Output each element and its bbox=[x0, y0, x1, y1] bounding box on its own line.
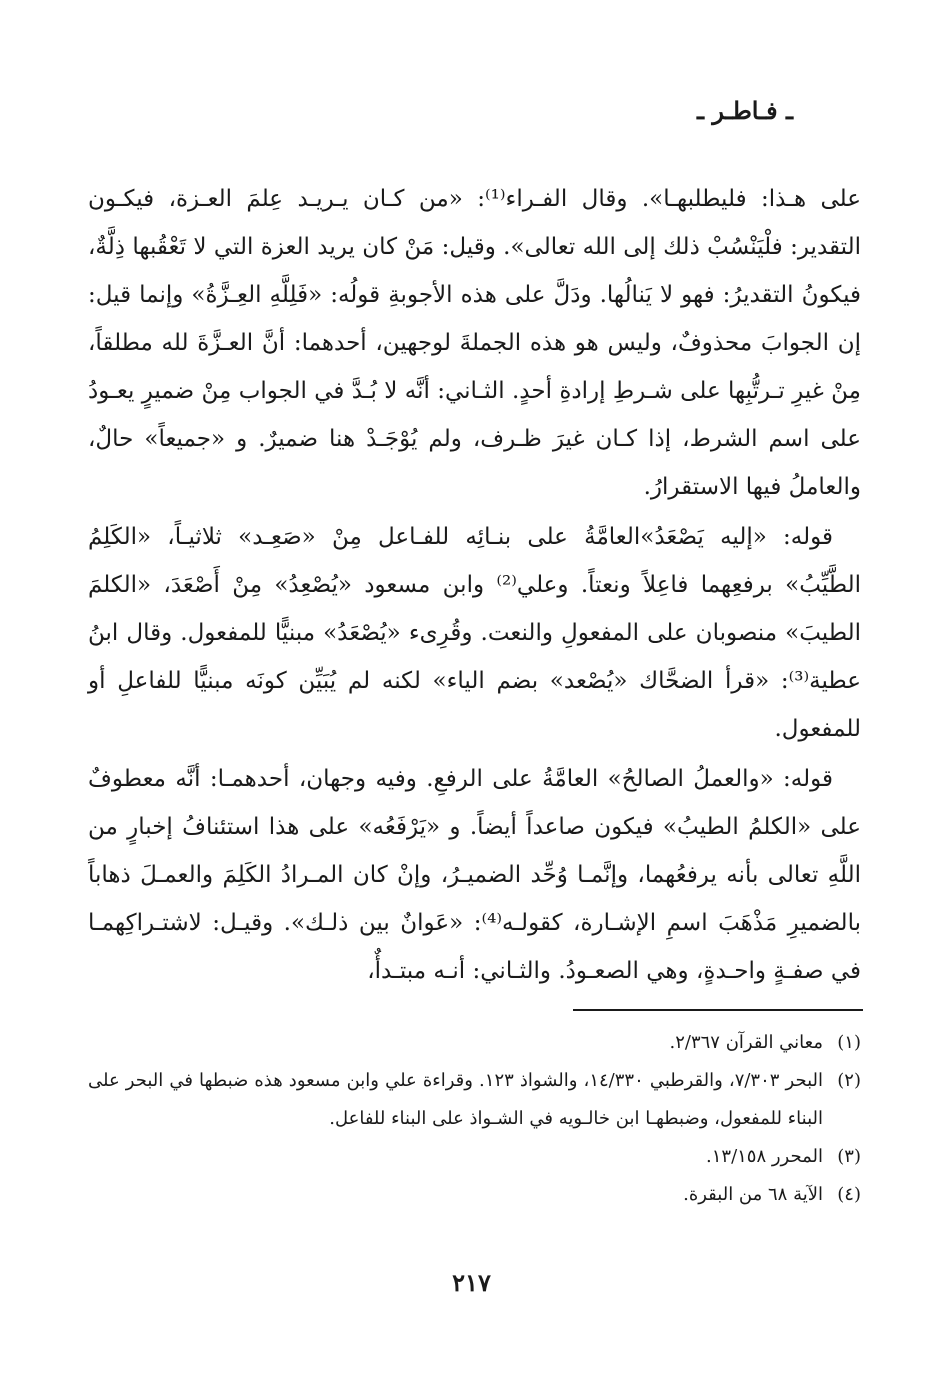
running-header: ـ فـاطـر ـ bbox=[697, 96, 793, 125]
footnote-number: (٢) bbox=[837, 1070, 861, 1091]
paragraph: قوله: «إليه يَصْعَدُ»العامَّةُ على بنـائِه للفـاعل مِنْ «صَعِـد» ثلاثيـاً، «الكَلِمُ الطَّيِّبُ» برفعِهما فاعِلاً ونعتاً. وعلي⁽²⁾ وابن مسعود «يُصْعِدُ» مِنْ أَصْعَدَ، «الكلمَ الطيبَ» منصوبان على المفعولِ والنعت. وقُرِىء «يُصْعَدُ» مبنيًّا للمفعول. وقال ابنُ عطية⁽³⁾: «قرأ الضحَّاك «يُصْعد» بضم الياء» لكنه لم يُبَيِّن كونَه مبنيًّا للفاعلِ أو للمفعول. bbox=[88, 524, 861, 742]
footnote-text: المحرر ١٣/١٥٨. bbox=[706, 1146, 823, 1167]
footnote-text: الآية ٦٨ من البقرة. bbox=[683, 1184, 823, 1205]
footnote bbox=[88, 1024, 861, 1062]
footnote-text: البحر ٧/٣٠٣، والقرطبي ١٤/٣٣٠، والشواذ ١٢٣. وقراءة علي وابن مسعود هذه ضبطها في البحر على البناء للمفعول، وضبطهـا ابن خالـويه في الشـواذ على البناء للفاعل. bbox=[88, 1070, 823, 1129]
page-number: ٢١٧ bbox=[452, 1268, 491, 1297]
footnote bbox=[88, 1062, 861, 1138]
footnote-number: (١) bbox=[837, 1032, 861, 1053]
footnote-number: (٣) bbox=[837, 1146, 861, 1167]
footnote-text: معاني القرآن ٢/٣٦٧. bbox=[669, 1032, 823, 1053]
paragraph: قوله: «والعملُ الصالحُ» العامَّةُ على الرفعِ. وفيه وجهان، أحدهمـا: أنَّه معطوفٌ على «الكلمُ الطيبُ» فيكون صاعداً أيضاً. و «يَرْفَعُه» على هذا استئنافُ إخبارٍ من اللَّهِ تعالى بأنه يرفعُهما، وإنَّمـا وُحِّد الضميـرُ، وإنْ كان المـرادُ الكَلِمَ والعمـلَ ذهاباً بالضميرِ مَذْهَبَ اسمِ الإشـارة، كقولـه⁽⁴⁾: «عَوانٌ بين ذلـك». وقيـل: لاشتـراكِهمـا في صفـةٍ واحـدةٍ، وهي الصعـودُ. والثـاني: أنـه مبتـدأٌ، bbox=[88, 766, 861, 984]
paragraph: على هـذا: فليطلبهـا». وقال الفـراء⁽¹⁾: «من كـان يـريـد عِلمَ العـزة، فيكـون التقدير: فلْيَنْسُبْ ذلك إلى الله تعالى». وقيل: مَنْ كان يريد العزة التي لا تَعْقُبها ذِلَّةٌ، فيكونُ التقديرُ: فهو لا يَنالُها. ودَلَّ على هذه الأجوبةِ قولُه: «فَلِلَّهِ العِـزَّةُ» وإنما قيل: إن الجوابَ محذوفٌ، وليس هو هذه الجملةَ لوجهين، أحدهما: أنَّ العـزَّةَ لله مطلقاً، مِنْ غيرِ تـرتُّبِها على شـرطِ إرادةِ أحدٍ. الثـاني: أنَّه لا بُـدَّ في الجواب مِنْ ضميرٍ يعـودُ على اسم الشرط، إذا كـان غيرَ ظـرف، ولم يُوْجَـدْ هنا ضميرٌ. و «جميعاً» حالٌ، والعاملُ فيها الاستقرارُ. bbox=[88, 186, 862, 500]
footnote-number: (٤) bbox=[837, 1184, 861, 1205]
main-text bbox=[88, 175, 861, 995]
footnote bbox=[88, 1176, 861, 1214]
footnotes bbox=[88, 1024, 861, 1214]
footnote-separator bbox=[573, 1009, 863, 1011]
footnote bbox=[88, 1138, 861, 1176]
